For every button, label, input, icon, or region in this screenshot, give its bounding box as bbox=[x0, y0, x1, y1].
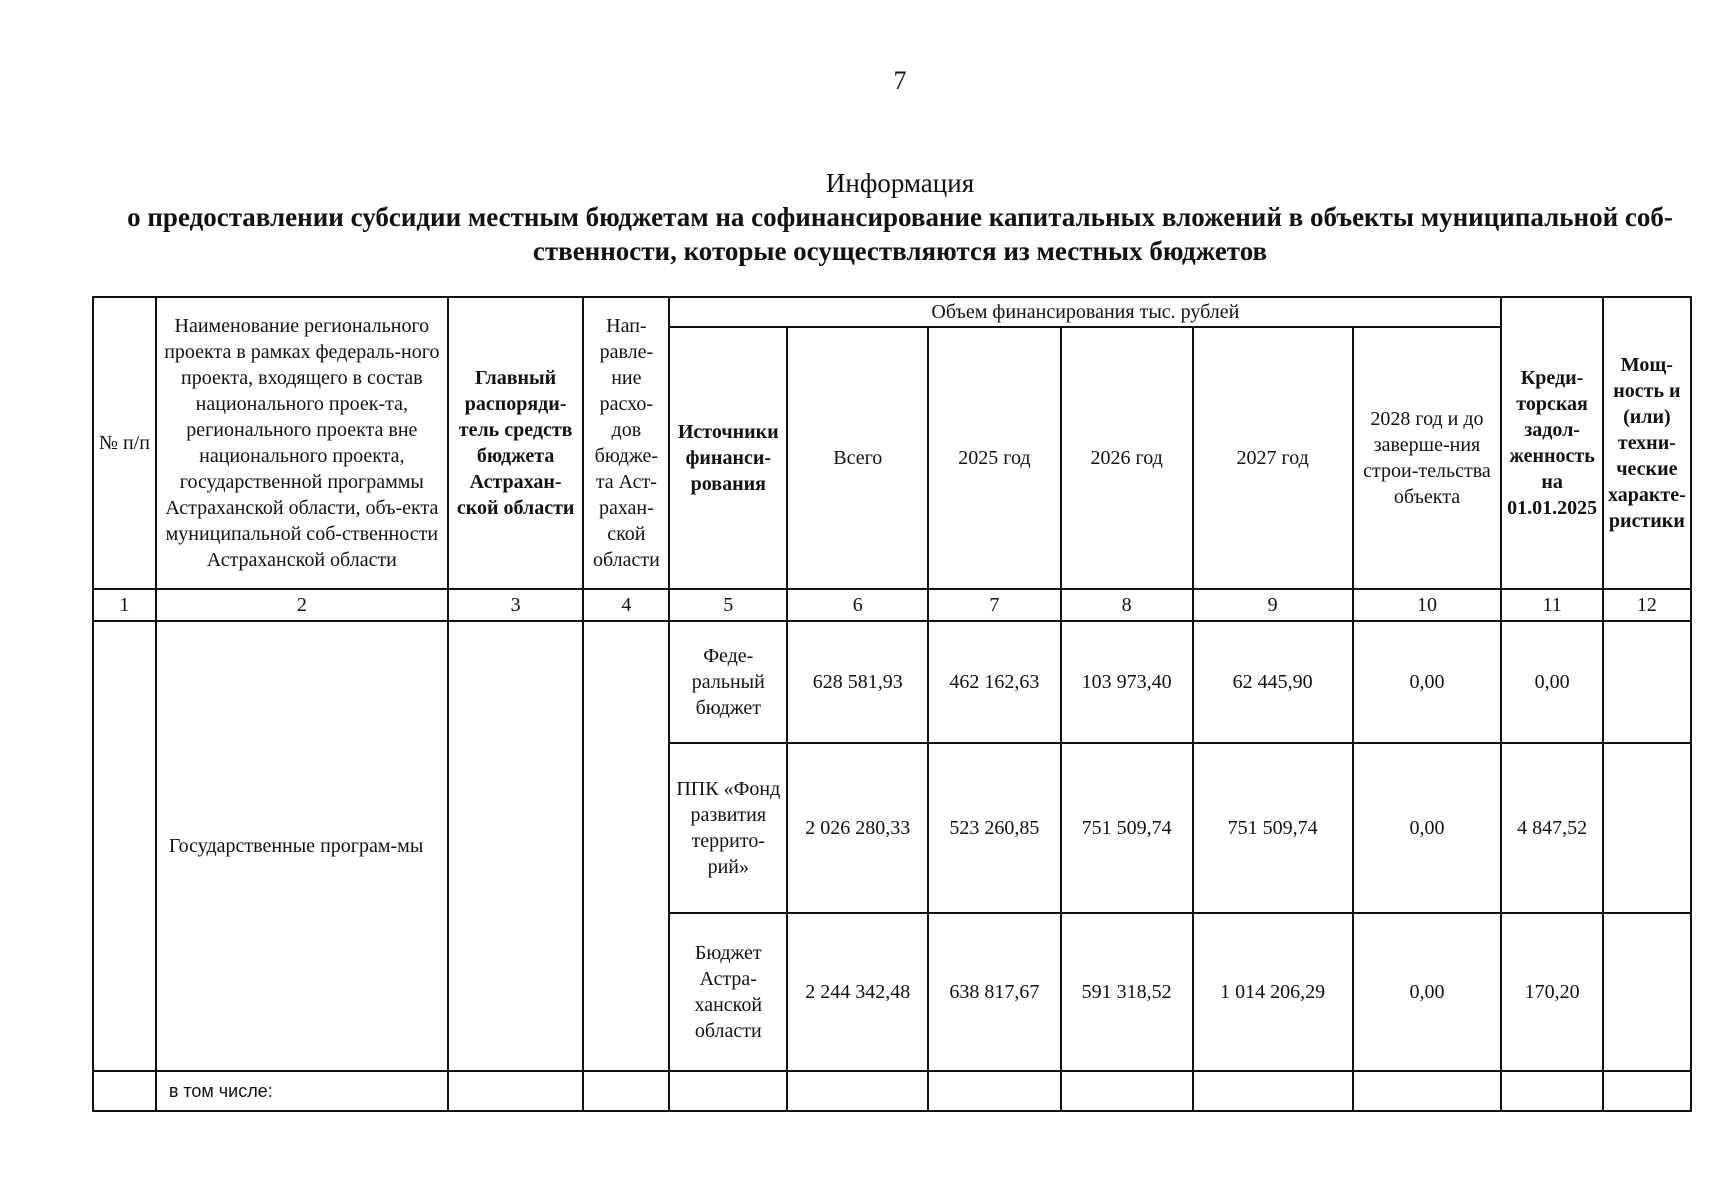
y2027-cell: 751 509,74 bbox=[1193, 743, 1353, 913]
column-number: 10 bbox=[1353, 589, 1502, 621]
financing-table bbox=[92, 296, 1692, 1112]
column-number: 4 bbox=[583, 589, 669, 621]
header-col-11: Креди-торская задол-женность на 01.01.2025 bbox=[1501, 297, 1602, 589]
title-line-3: ственности, которые осуществляются из местных бюджетов bbox=[532, 236, 1268, 266]
column-number: 3 bbox=[448, 589, 584, 621]
y2025-cell: 638 817,67 bbox=[928, 913, 1060, 1071]
total-cell: 628 581,93 bbox=[787, 621, 928, 743]
total-cell: 2 244 342,48 bbox=[787, 913, 928, 1071]
y2026-cell: 591 318,52 bbox=[1061, 913, 1193, 1071]
debt-cell: 0,00 bbox=[1501, 621, 1602, 743]
y2027-cell: 62 445,90 bbox=[1193, 621, 1353, 743]
column-number: 2 bbox=[156, 589, 448, 621]
row-number-cell bbox=[93, 621, 156, 1071]
header-col-2: Наименование регионального проекта в рамках федераль-ного проекта, входящего в состав национального проек-та, регионального проекта вне национального проекта, государственной программы Астраханской области, объ-екта муниципальной соб-ственности Астраханской области bbox=[156, 297, 448, 589]
header-col-4: Нап-равле-ние расхо-дов бюдже-та Аст-рахан-ской области bbox=[583, 297, 669, 589]
page-number: 7 bbox=[893, 66, 907, 95]
header-col-12: Мощ-ность и (или) техни-ческие характе-ристики bbox=[1603, 297, 1691, 589]
column-number: 6 bbox=[787, 589, 928, 621]
document-title bbox=[120, 166, 1680, 268]
empty-cell bbox=[583, 1071, 669, 1111]
column-number: 7 bbox=[928, 589, 1060, 621]
table-row bbox=[93, 1071, 1691, 1111]
column-number: 11 bbox=[1501, 589, 1602, 621]
y2026-cell: 751 509,74 bbox=[1061, 743, 1193, 913]
column-number: 5 bbox=[669, 589, 787, 621]
header-col-5: Источники финанси-рования bbox=[669, 327, 787, 589]
table-row bbox=[93, 621, 1691, 743]
source-cell: Бюджет Астра-ханской области bbox=[669, 913, 787, 1071]
header-col-9: 2027 год bbox=[1193, 327, 1353, 589]
title-line-2: о предоставлении субсидии местным бюджетам на софинансирование капитальных вложений в объекты муниципальной соб- bbox=[127, 202, 1673, 232]
y2028-cell: 0,00 bbox=[1353, 743, 1502, 913]
y2027-cell: 1 014 206,29 bbox=[1193, 913, 1353, 1071]
source-cell: Феде-ральный бюджет bbox=[669, 621, 787, 743]
y2028-cell: 0,00 bbox=[1353, 913, 1502, 1071]
header-col-6: Всего bbox=[787, 327, 928, 589]
empty-cell bbox=[1603, 1071, 1691, 1111]
source-cell: ППК «Фонд развития террито-рий» bbox=[669, 743, 787, 913]
debt-cell: 170,20 bbox=[1501, 913, 1602, 1071]
header-row-1 bbox=[93, 297, 1691, 327]
column-number: 1 bbox=[93, 589, 156, 621]
header-col-7: 2025 год bbox=[928, 327, 1060, 589]
column-number: 9 bbox=[1193, 589, 1353, 621]
empty-cell bbox=[1353, 1071, 1502, 1111]
column-number: 12 bbox=[1603, 589, 1691, 621]
empty-cell bbox=[448, 1071, 584, 1111]
header-col-1: № п/п bbox=[93, 297, 156, 589]
debt-cell: 4 847,52 bbox=[1501, 743, 1602, 913]
y2028-cell: 0,00 bbox=[1353, 621, 1502, 743]
distributor-cell bbox=[448, 621, 584, 1071]
header-financing-group: Объем финансирования тыс. рублей bbox=[669, 297, 1501, 327]
program-name-cell: Государственные програм-мы bbox=[156, 621, 448, 1071]
capacity-cell bbox=[1603, 913, 1691, 1071]
y2026-cell: 103 973,40 bbox=[1061, 621, 1193, 743]
y2025-cell: 523 260,85 bbox=[928, 743, 1060, 913]
total-cell: 2 026 280,33 bbox=[787, 743, 928, 913]
y2025-cell: 462 162,63 bbox=[928, 621, 1060, 743]
capacity-cell bbox=[1603, 743, 1691, 913]
including-label-cell: в том числе: bbox=[156, 1071, 448, 1111]
title-heading: Информация bbox=[825, 168, 975, 198]
column-number: 8 bbox=[1061, 589, 1193, 621]
empty-cell bbox=[669, 1071, 787, 1111]
row-number-cell bbox=[93, 1071, 156, 1111]
column-number-row bbox=[93, 589, 1691, 621]
capacity-cell bbox=[1603, 621, 1691, 743]
expense-direction-cell bbox=[583, 621, 669, 1071]
header-col-3: Главный распоряди-тель средств бюджета Астрахан-ской области bbox=[448, 297, 584, 589]
header-col-10: 2028 год и до заверше-ния строи-тельства объекта bbox=[1353, 327, 1502, 589]
empty-cell bbox=[928, 1071, 1060, 1111]
empty-cell bbox=[1061, 1071, 1193, 1111]
empty-cell bbox=[1193, 1071, 1353, 1111]
header-col-8: 2026 год bbox=[1061, 327, 1193, 589]
empty-cell bbox=[787, 1071, 928, 1111]
empty-cell bbox=[1501, 1071, 1602, 1111]
